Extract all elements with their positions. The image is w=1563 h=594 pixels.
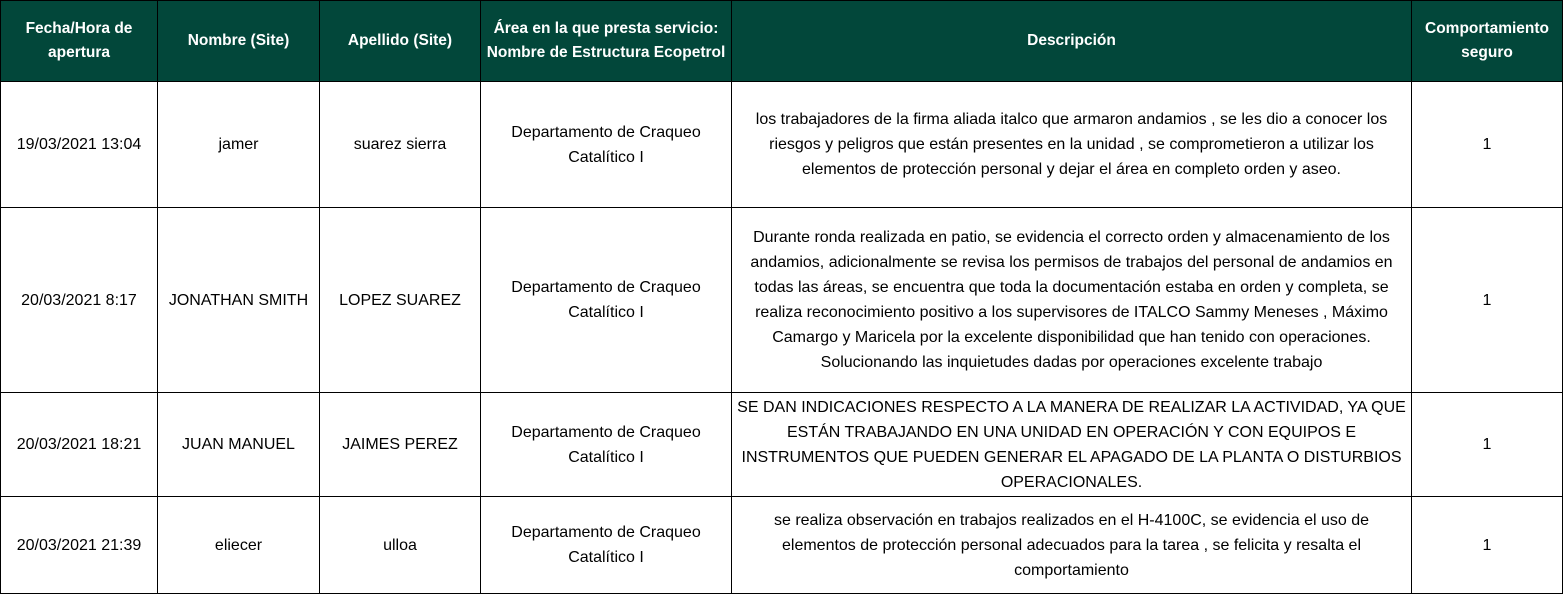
header-row — [1, 1, 1563, 82]
cell-fecha[interactable]: 20/03/2021 8:17 — [1, 208, 158, 393]
cell-apellido[interactable]: ulloa — [320, 497, 481, 594]
table-row — [1, 497, 1563, 594]
header-comportamiento-seguro[interactable]: Comportamiento seguro — [1412, 1, 1563, 82]
cell-nombre[interactable]: jamer — [158, 82, 320, 208]
cell-area[interactable]: Departamento de Craqueo Catalítico I — [481, 497, 732, 594]
header-nombre[interactable]: Nombre (Site) — [158, 1, 320, 82]
cell-descripcion[interactable]: los trabajadores de la firma aliada italco que armaron andamios , se les dio a conocer los riesgos y peligros que están presentes en la unidad , se comprometieron a utilizar los elementos de protección personal y dejar el área en completo orden y aseo. — [732, 82, 1412, 208]
header-area[interactable]: Área en la que presta servicio: Nombre de Estructura Ecopetrol — [481, 1, 732, 82]
cell-area[interactable]: Departamento de Craqueo Catalítico I — [481, 208, 732, 393]
cell-descripcion[interactable]: Durante ronda realizada en patio, se evidencia el correcto orden y almacenamiento de los andamios, adicionalmente se revisa los permisos de trabajos del personal de andamios en todas las áreas, se encuentra que toda la documentación estaba en orden y completa, se realiza reconocimiento positivo a los supervisores de ITALCO Sammy Meneses , Máximo Camargo y Maricela por la excelente disponibilidad que han tenido con operaciones. Solucionando las inquietudes dadas por operaciones excelente trabajo — [732, 208, 1412, 393]
header-fecha-hora[interactable]: Fecha/Hora de apertura — [1, 1, 158, 82]
table-row — [1, 82, 1563, 208]
cell-fecha[interactable]: 19/03/2021 13:04 — [1, 82, 158, 208]
header-descripcion[interactable]: Descripción — [732, 1, 1412, 82]
cell-apellido[interactable]: LOPEZ SUAREZ — [320, 208, 481, 393]
cell-apellido[interactable]: suarez sierra — [320, 82, 481, 208]
cell-descripcion[interactable]: se realiza observación en trabajos realizados en el H-4100C, se evidencia el uso de elementos de protección personal adecuados para la tarea , se felicita y resalta el comportamiento — [732, 497, 1412, 594]
cell-nombre[interactable]: JUAN MANUEL — [158, 393, 320, 497]
cell-area[interactable]: Departamento de Craqueo Catalítico I — [481, 393, 732, 497]
cell-area[interactable]: Departamento de Craqueo Catalítico I — [481, 82, 732, 208]
table-row — [1, 393, 1563, 497]
cell-nombre[interactable]: JONATHAN SMITH — [158, 208, 320, 393]
header-apellido[interactable]: Apellido (Site) — [320, 1, 481, 82]
cell-descripcion[interactable]: SE DAN INDICACIONES RESPECTO A LA MANERA DE REALIZAR LA ACTIVIDAD, YA QUE ESTÁN TRABAJANDO EN UNA UNIDAD EN OPERACIÓN Y CON EQUIPOS E INSTRUMENTOS QUE PUEDEN GENERAR EL APAGADO DE LA PLANTA O DISTURBIOS OPERACIONALES. — [732, 393, 1412, 497]
table-row — [1, 208, 1563, 393]
cell-fecha[interactable]: 20/03/2021 18:21 — [1, 393, 158, 497]
cell-comportamiento[interactable]: 1 — [1412, 497, 1563, 594]
cell-comportamiento[interactable]: 1 — [1412, 82, 1563, 208]
cell-apellido[interactable]: JAIMES PEREZ — [320, 393, 481, 497]
cell-fecha[interactable]: 20/03/2021 21:39 — [1, 497, 158, 594]
cell-comportamiento[interactable]: 1 — [1412, 208, 1563, 393]
cell-comportamiento[interactable]: 1 — [1412, 393, 1563, 497]
cell-nombre[interactable]: eliecer — [158, 497, 320, 594]
